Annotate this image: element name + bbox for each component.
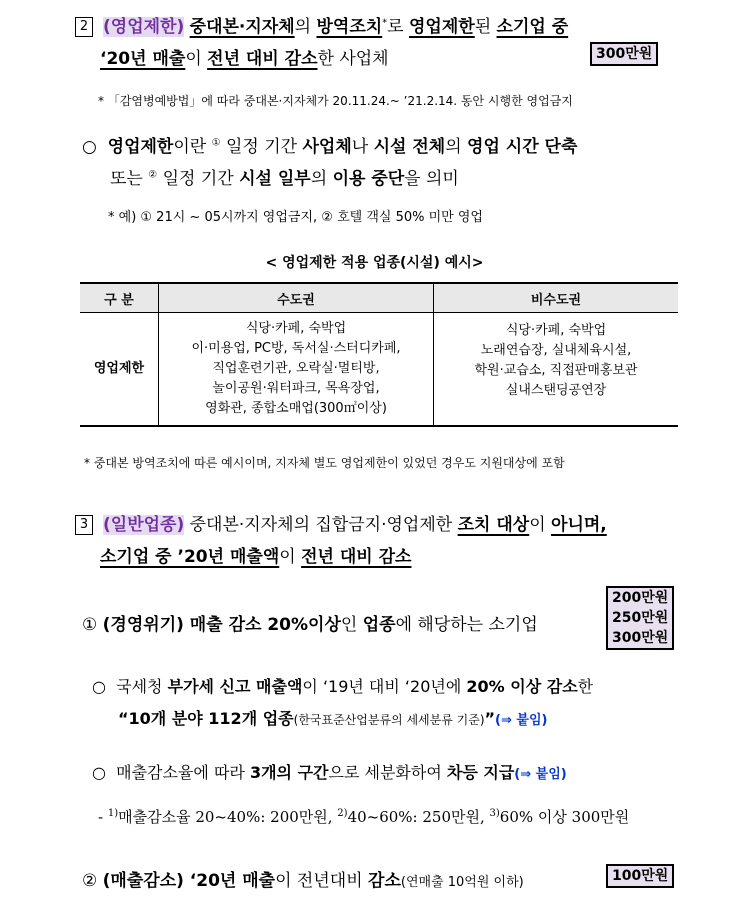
sec2-number-box: 2: [75, 17, 93, 37]
sec3-tag: (일반업종): [103, 515, 185, 535]
sec2-definition-line2: 또는 ② 일정 기간 시설 일부의 이용 중단을 의미: [110, 169, 459, 189]
table-header-capital: 수도권: [159, 283, 434, 313]
sec2-example: * 예) ① 21시 ~ 05시까지 영업금지, ② 호텔 객실 50% 미만 영업: [108, 210, 483, 225]
sec3-sub1: ① (경영위기) 매출 감소 20%이상인 업종에 해당하는 소기업: [82, 615, 538, 635]
table-row: [80, 313, 678, 427]
sec2-heading-line1: 2 (영업제한) 중대본·지자체의 방역조치*로 영업제한된 소기업 중: [75, 12, 568, 37]
sec2-amount-badge: 300만원: [590, 42, 658, 66]
sec3-bullet1-line1: ○ 국세청 부가세 신고 매출액이 ‘19년 대비 ‘20년에 20% 이상 감소한: [92, 677, 594, 696]
attachment-link-2[interactable]: (⇒ 붙임): [514, 767, 567, 782]
table-cell-capital: 식당·카페, 숙박업 이·미용업, PC방, 독서실·스터디카페, 직업훈련기관, 오락실·멀티방, 놀이공원·워터파크, 목욕장업, 영화관, 종합소매업(300㎡이상): [159, 313, 434, 427]
sec3-dash-line: - $^{1)}$매출감소율 20~40%: 200만원, $^{2)}$40~60%: 250만원, $^{3)}$60% 이상 300만원: [98, 808, 630, 826]
sec3-number-box: 3: [75, 515, 93, 535]
sec3-bullet2: ○ 매출감소율에 따라 3개의 구간으로 세분화하여 차등 지급(⇒ 붙임): [92, 763, 567, 782]
attachment-link-1[interactable]: (⇒ 붙임): [495, 713, 548, 728]
sec2-definition-line1: ○ 영업제한이란 ① 일정 기간 사업체나 시설 전체의 영업 시간 단축: [82, 137, 578, 157]
sec3-sub1-amount-badge: 200만원 250만원 300만원: [606, 586, 674, 650]
business-restriction-table: [80, 282, 678, 427]
table-note: * 중대본 방역조치에 따른 예시이며, 지자체 별도 영업제한이 있었던 경우도 지원대상에 포함: [84, 456, 565, 470]
sec3-sub2: ② (매출감소) ‘20년 매출이 전년대비 감소(연매출 10억원 이하): [82, 871, 524, 891]
sec2-tag: (영업제한): [103, 17, 185, 37]
table-row-label: 영업제한: [80, 313, 159, 427]
sec3-sub2-amount-badge: 100만원: [606, 864, 674, 888]
sec2-footnote: * 「감염병예방법」에 따라 중대본·지자체가 20.11.24.~ ’21.2.14. 동안 시행한 영업금지: [98, 94, 573, 108]
sec3-heading-line1: 3 (일반업종) 중대본·지자체의 집합금지·영업제한 조치 대상이 아니며,: [75, 510, 607, 535]
table-header-category: 구 분: [80, 283, 159, 313]
table-header-noncapital: 비수도권: [434, 283, 679, 313]
sec3-bullet1-line2: “10개 분야 112개 업종(한국표준산업분류의 세세분류 기준)”(⇒ 붙임): [118, 709, 548, 728]
sec3-heading-line2: 소기업 중 ’20년 매출액이 전년 대비 감소: [100, 547, 412, 567]
table-caption: < 영업제한 적용 업종(시설) 예시>: [265, 255, 484, 271]
sec2-heading-line2: ‘20년 매출이 전년 대비 감소한 사업체: [100, 49, 389, 69]
table-cell-noncapital: 식당·카페, 숙박업 노래연습장, 실내체육시설, 학원·교습소, 직접판매홍보관 실내스탠딩공연장: [434, 313, 679, 427]
